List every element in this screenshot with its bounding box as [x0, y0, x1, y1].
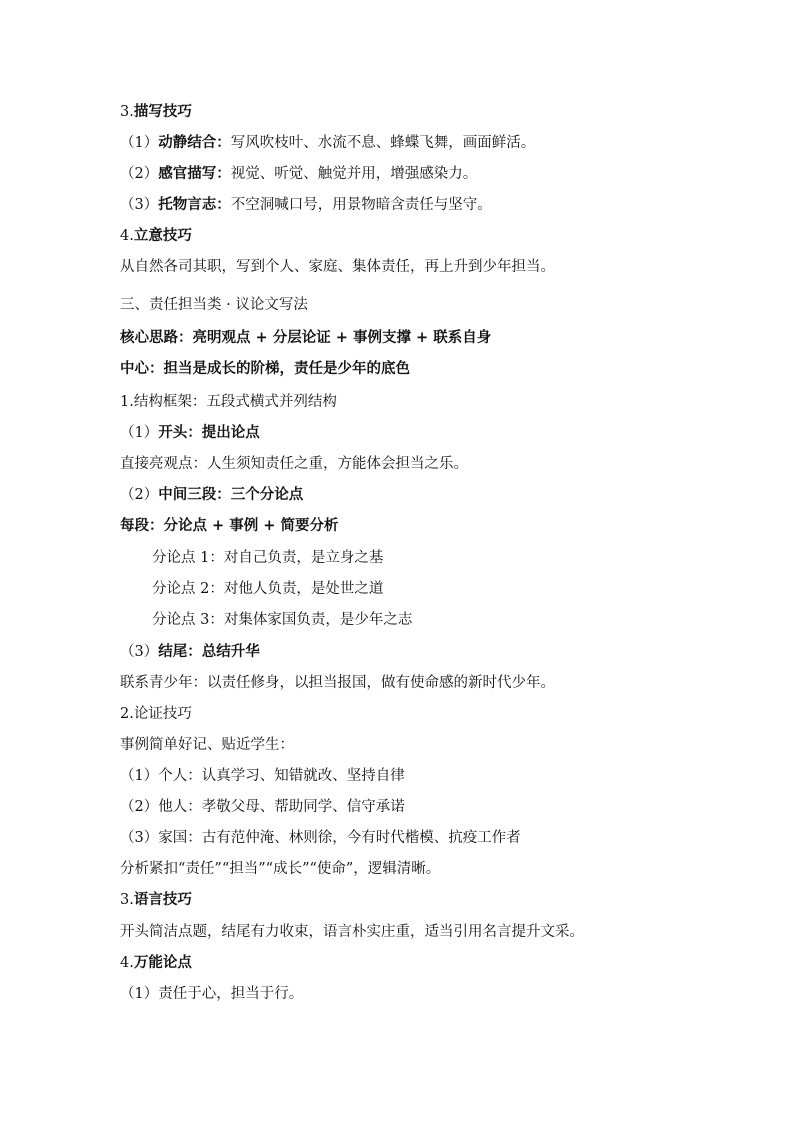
item-term: 感官描写： — [158, 165, 231, 182]
item-number: （2） — [120, 166, 159, 182]
paragraph: 直接亮观点：人生须知责任之重，方能体会担当之乐。 — [120, 456, 468, 472]
list-item: （2）他人：孝敬父母、帮助同学、信守承诺 — [120, 799, 405, 815]
heading-text: 结尾：总结升华 — [158, 643, 260, 660]
item-term: 托物言志： — [158, 196, 231, 213]
item-number: （1） — [120, 425, 159, 441]
heading-number: 3. — [120, 104, 134, 120]
heading-text: 万能论点 — [133, 954, 192, 971]
paragraph: 开头简洁点题，结尾有力收束，语言朴实庄重，适当引用名言提升文采。 — [120, 924, 584, 940]
heading-text: 语言技巧 — [133, 891, 192, 908]
paragraph: 事例简单好记、贴近学生： — [120, 737, 294, 753]
structure-heading: 1.结构框架：五段式横式并列结构 — [120, 394, 337, 410]
central-thesis: 中心：担当是成长的阶梯，责任是少年的底色 — [120, 360, 410, 377]
item-number: （2） — [120, 487, 159, 503]
section-heading-description-skills — [120, 102, 192, 122]
subheading-ending — [120, 642, 260, 662]
list-item: （1）责任于心，担当于行。 — [120, 986, 304, 1002]
heading-number: 3. — [120, 892, 134, 908]
paragraph-format: 每段：分论点 + 事例 + 简要分析 — [120, 517, 339, 534]
heading-number: 4. — [120, 228, 134, 244]
heading-text: 中间三段：三个分论点 — [158, 486, 304, 503]
sub-argument-3: 分论点 3：对集体家国负责，是少年之志 — [152, 612, 413, 628]
paragraph: 从自然各司其职，写到个人、家庭、集体责任，再上升到少年担当。 — [120, 259, 555, 275]
item-symbolism — [120, 195, 492, 215]
item-dynamic-static — [120, 133, 535, 153]
argument-skills-heading: 2.论证技巧 — [120, 706, 192, 722]
subheading-middle — [120, 485, 303, 505]
heading-number: 4. — [120, 955, 134, 971]
heading-text: 开头：提出论点 — [158, 424, 260, 441]
section-heading-language-skills — [120, 890, 192, 910]
section-heading-theme-skills — [120, 226, 192, 246]
item-text: 视觉、听觉、触觉并用，增强感染力。 — [230, 166, 478, 182]
item-text: 不空洞喊口号，用景物暗含责任与坚守。 — [230, 197, 492, 213]
section-heading-universal-arguments — [120, 953, 192, 973]
item-sensory-description — [120, 164, 477, 184]
list-item: （3）家国：古有范仲淹、林则徐，今有时代楷模、抗疫工作者 — [120, 830, 521, 846]
list-item: （1）个人：认真学习、知错就改、坚持自律 — [120, 768, 405, 784]
heading-text: 立意技巧 — [133, 227, 192, 244]
heading-text: 描写技巧 — [133, 103, 192, 120]
subheading-opening — [120, 423, 260, 443]
section-title-argumentative: 三、责任担当类 · 议论文写法 — [120, 297, 308, 313]
item-term: 动静结合： — [158, 134, 231, 151]
sub-argument-2: 分论点 2：对他人负责，是处世之道 — [152, 581, 384, 597]
paragraph: 分析紧扣“责任”“担当”“成长”“使命”，逻辑清晰。 — [120, 861, 441, 877]
paragraph: 联系青少年：以责任修身，以担当报国，做有使命感的新时代少年。 — [120, 675, 555, 691]
core-idea: 核心思路：亮明观点 + 分层论证 + 事例支撑 + 联系自身 — [120, 329, 492, 346]
item-number: （1） — [120, 135, 159, 151]
sub-argument-1: 分论点 1：对自己负责，是立身之基 — [152, 550, 384, 566]
item-text: 写风吹枝叶、水流不息、蜂蝶飞舞，画面鲜活。 — [230, 135, 536, 151]
item-number: （3） — [120, 644, 159, 660]
item-number: （3） — [120, 197, 159, 213]
